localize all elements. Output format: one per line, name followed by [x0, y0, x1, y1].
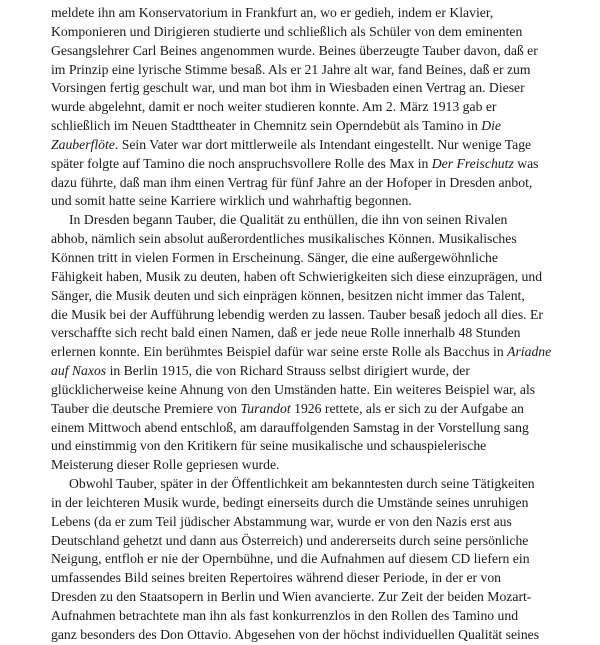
text-line: [51, 456, 581, 475]
text-line: [51, 174, 581, 193]
text-line: [51, 117, 581, 136]
text-segment: Tauber die deutsche Premiere von: [51, 400, 241, 416]
text-segment: dazu führte, daß man ihm einen Vertrag für fünf Jahre an der Hofoper in Dresden anbot,: [51, 174, 533, 190]
text-line: [51, 419, 581, 438]
text-line: [51, 607, 581, 626]
text-segment: Obwohl Tauber, später in der Öffentlichkeit am bekanntesten durch seine Tätigkeiten: [69, 476, 535, 492]
text-line: [51, 588, 581, 607]
italic-title: Turandot: [240, 400, 291, 416]
text-segment: Aufnahmen betrachtete man ihn als fast konkurrenzlos in den Rollen des Tamino und: [51, 608, 519, 623]
text-segment: . Sein Vater war dort mittlerweile als Intendant eingestellt. Nur wenige Tage: [114, 136, 532, 152]
text-segment: 1926 rettete, als er sich zu der Aufgabe an: [290, 400, 525, 416]
text-line: [51, 362, 581, 381]
text-segment: Fähigkeit haben, Musik zu deuten, haben oft Schwierigkeiten sich diese einzuprägen, und: [51, 268, 543, 284]
text-line: [51, 287, 581, 306]
text-segment: ganz besonders des Don Ottavio. Abgesehen von der höchst individuellen Qualität seines: [51, 626, 540, 642]
italic-title: Zauberflöte: [51, 136, 115, 152]
text-segment: glücklicherweise keine Ahnung von den Umständen hatte. Ein weiteres Beispiel war, als: [51, 381, 536, 397]
text-segment: in der leichteren Musik wurde, bedingt einerseits durch die Umstände seines unruhigen: [51, 494, 529, 510]
text-line: [51, 4, 581, 23]
text-line: [51, 23, 581, 42]
text-line: [51, 550, 581, 569]
text-line: [51, 211, 581, 230]
text-segment: verschaffte sich recht bald einen Namen, daß er jede neue Rolle innerhalb 48 Stunden: [51, 325, 521, 341]
text-line: [51, 61, 581, 80]
text-segment: die Musik bei der Aufführung lebendig werden zu lassen. Tauber besaß jedoch all dies. Er: [51, 306, 543, 322]
body-text: [51, 4, 581, 645]
text-line: [51, 626, 581, 645]
text-segment: später folgte auf Tamino die noch anspruchsvollere Rolle des Max in: [51, 155, 432, 171]
italic-title: Die: [481, 118, 501, 134]
text-segment: im Prinzip eine lyrische Stimme besaß. Als er 21 Jahre alt war, fand Beines, daß er zum: [51, 61, 531, 77]
italic-title: Ariadne: [507, 344, 552, 360]
text-line: [51, 400, 581, 419]
text-segment: Komponieren und Dirigieren studierte und schließlich als Schüler von dem eminenten: [51, 23, 523, 39]
text-segment: was: [513, 155, 539, 171]
text-segment: Können tritt in vielen Formen in Erscheinung. Sänger, die eine außergewöhnliche: [51, 249, 498, 265]
text-segment: Lebens (da er zum Teil jüdischer Abstammung war, wurde er von den Nazis erst aus: [51, 513, 512, 529]
text-line: [51, 192, 581, 211]
text-segment: Meisterung dieser Rolle gepriesen wurde.: [51, 457, 280, 473]
text-segment: einem Mittwoch abend entschloß, am darauffolgenden Samstag in der Vorstellung sang: [51, 419, 529, 435]
text-segment: schließlich im Neuen Stadttheater in Chemnitz sein Operndebüt als Tamino in: [51, 118, 482, 134]
text-line: [51, 98, 581, 117]
text-segment: wurde abgelehnt, damit er noch weiter studieren konnte. Am 2. März 1913 gab er: [51, 99, 497, 115]
text-segment: und einstimmig von den Kritikern für seine musikalische und schauspielerische: [51, 438, 487, 454]
text-line: [51, 249, 581, 268]
text-line: [51, 42, 581, 61]
text-segment: Sänger, die Musik deuten und sich einprägen können, besitzen nicht immer das Talent,: [51, 287, 525, 303]
text-line: [51, 324, 581, 343]
text-line: [51, 513, 581, 532]
text-segment: in Berlin 1915, die von Richard Strauss selbst dirigiert wurde, der: [106, 363, 470, 379]
text-line: [51, 306, 581, 325]
text-line: [51, 475, 581, 494]
italic-title: Der Freischutz: [431, 155, 514, 171]
text-line: [51, 381, 581, 400]
text-segment: meldete ihn am Konservatorium in Frankfurt an, wo er gedieh, indem er Klavier,: [51, 5, 494, 20]
text-line: [51, 494, 581, 513]
text-line: [51, 343, 581, 362]
text-segment: Gesangslehrer Carl Beines angenommen wurde. Beines überzeugte Tauber davon, daß er: [51, 42, 538, 58]
text-segment: umfassendes Bild seines breiten Repertoires während dieser Periode, in der er von: [51, 570, 502, 586]
text-segment: Vorsingen fertig geschult war, und man bot ihm in Wiesbaden einen Vertrag an. Dieser: [51, 80, 525, 96]
text-line: [51, 437, 581, 456]
text-line: [51, 532, 581, 551]
text-line: [51, 569, 581, 588]
text-line: [51, 230, 581, 249]
text-segment: In Dresden begann Tauber, die Qualität zu enthüllen, die ihn von seinen Rivalen: [69, 212, 508, 228]
text-segment: und somit hatte seine Karriere wirklich und wahrhaftig begonnen.: [51, 193, 412, 209]
text-segment: erlernen konnte. Ein berühmtes Beispiel dafür war seine erste Rolle als Bacchus in: [51, 344, 508, 360]
text-segment: Deutschland gehetzt und dann aus Österreich) und andererseits durch seine persönliche: [51, 532, 529, 548]
text-segment: abhob, nämlich sein absolut außerordentliches musikalisches Können. Musikalisches: [51, 231, 517, 247]
text-line: [51, 136, 581, 155]
text-line: [51, 155, 581, 174]
italic-title: auf Naxos: [51, 363, 107, 379]
text-segment: Neigung, entfloh er nie der Opernbühne, und die Aufnahmen auf diesem CD liefern ein: [51, 551, 530, 567]
text-line: [51, 79, 581, 98]
text-line: [51, 268, 581, 287]
text-segment: Dresden zu den Staatsopern in Berlin und Wien avancierte. Zur Zeit der beiden Mozart-: [51, 589, 532, 605]
